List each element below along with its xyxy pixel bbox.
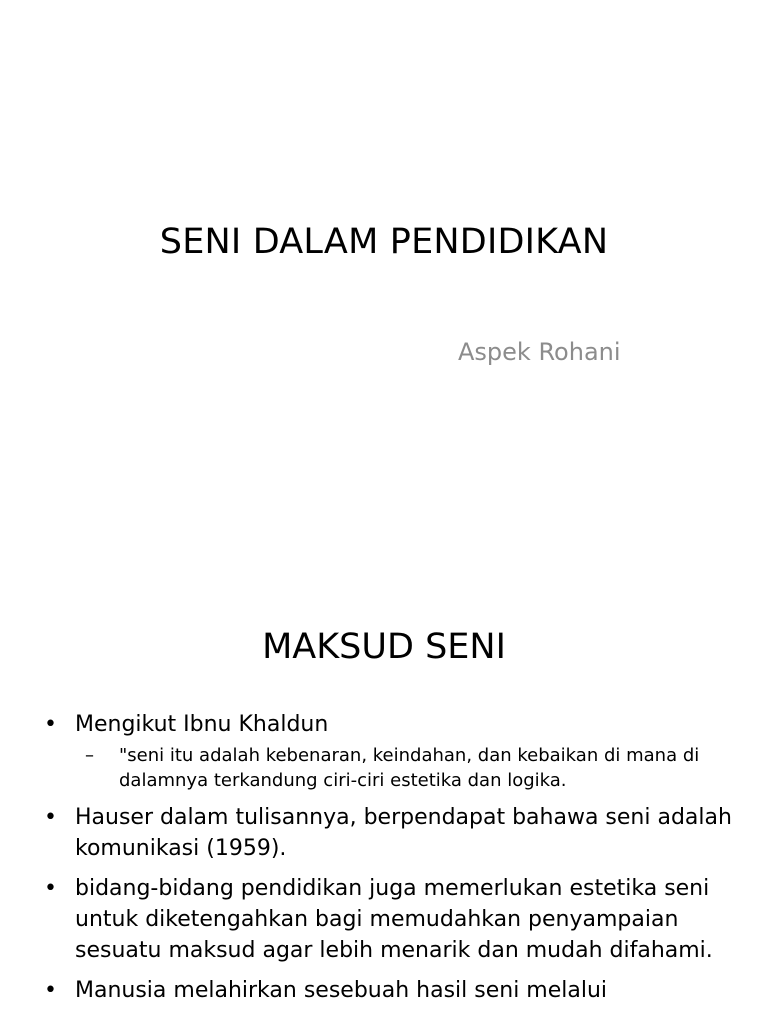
sub-bullet-text: "seni itu adalah kebenaran, keindahan, dan kebaikan di mana di dalamnya terkandung ciri-ciri estetika dan logika. [119, 745, 700, 791]
bullet-text: Hauser dalam tulisannya, berpendapat bahawa seni adalah komunikasi (1959). [75, 805, 732, 861]
slide-subtitle: Aspek Rohani [458, 338, 621, 366]
sub-bullet-item [85, 743, 744, 793]
bullet-icon: • [44, 978, 57, 1003]
bullet-text: bidang-bidang pendidikan juga memerlukan estetika seni untuk diketengahkan bagi memudahkan penyampaian sesuatu maksud agar lebih menarik dan mudah difahami. [75, 876, 713, 963]
bullet-list [44, 709, 744, 1015]
sub-bullet-list [75, 743, 744, 793]
slide-title: SENI DALAM PENDIDIKAN [159, 222, 609, 262]
bullet-text: Manusia melahirkan sesebuah hasil seni melalui [75, 978, 608, 1003]
bullet-text: Mengikut Ibnu Khaldun [75, 712, 329, 737]
slide-title: MAKSUD SENI [262, 627, 506, 667]
dash-icon: – [85, 745, 94, 766]
content-slide [0, 576, 768, 1024]
bullet-item [44, 709, 744, 793]
bullet-item [44, 802, 744, 864]
bullet-item [44, 873, 744, 966]
bullet-icon: • [44, 712, 57, 737]
bullet-item [44, 975, 744, 1006]
bullet-icon: • [44, 805, 57, 830]
bullet-icon: • [44, 876, 57, 901]
